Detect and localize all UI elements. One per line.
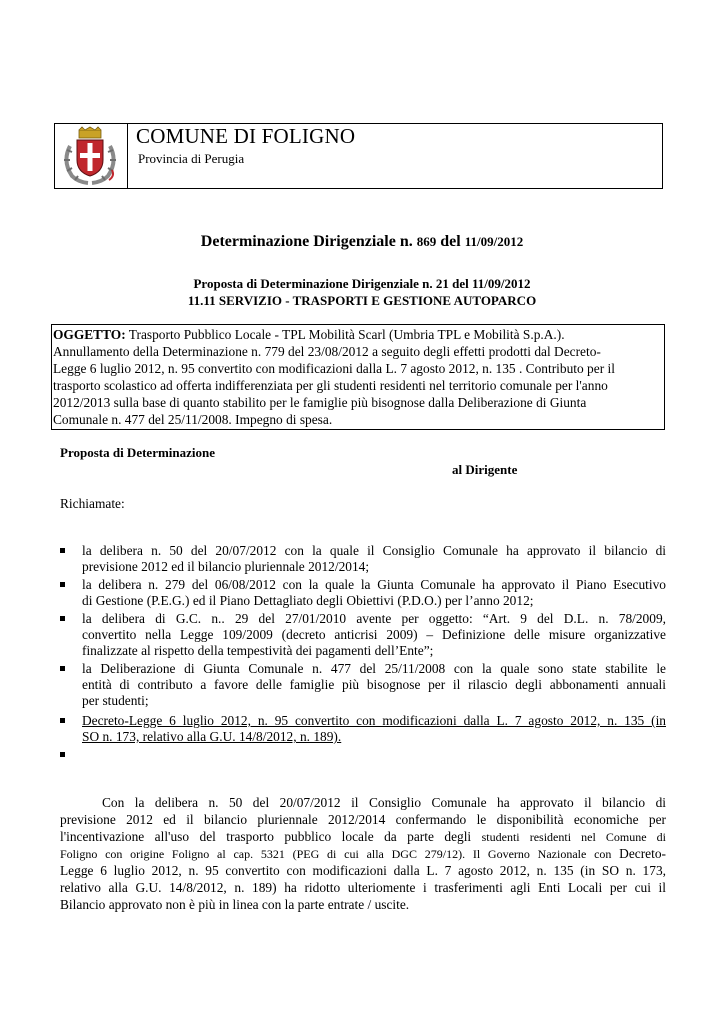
- bullet-3-line-1: la delibera di G.C. n.. 29 del 27/01/2010 avente per oggetto: “Art. 9 del D.L. n. 78/2009,: [82, 611, 666, 626]
- bullet-5-line-2: SO n. 173, relativo alla G.U. 14/8/2012, n. 189).: [82, 729, 342, 744]
- servizio-line: 11.11 SERVIZIO - TRASPORTI E GESTIONE AUTOPARCO: [187, 293, 537, 308]
- oggetto-text-1: Trasporto Pubblico Locale - TPL Mobilità Scarl (Umbria TPL e Mobilità S.p.A.).: [125, 327, 565, 342]
- oggetto-label: OGGETTO:: [53, 327, 126, 342]
- paragraph-line-2: previsione 2012 ed il bilancio pluriennale 2012/2014 confermando le disponibilità economiche per: [60, 812, 666, 827]
- coat-of-arms-icon: [60, 126, 120, 186]
- oggetto-line-5: 2012/2013 sulla base di quanto stabilito per le famiglie più bisognose dalla Deliberazione di Giunta: [53, 395, 587, 410]
- proposta-number-line: Proposta di Determinazione Dirigenziale n. 21 del 11/09/2012: [193, 276, 531, 291]
- bullet-marker: [60, 548, 65, 553]
- bullet-marker: [60, 582, 65, 587]
- paragraph-line-3a: l'incentivazione all'uso del trasporto pubblico locale da parte degli: [60, 829, 482, 844]
- paragraph-line-4b: Decreto-: [619, 846, 666, 861]
- oggetto-line-6: Comunale n. 477 del 25/11/2008. Impegno di spesa.: [53, 412, 333, 427]
- determinazione-prefix: Determinazione Dirigenziale n.: [200, 233, 413, 250]
- bullet-marker: [60, 616, 65, 621]
- paragraph-line-4a: Foligno con origine Foligno al cap. 5321 (PEG di cui alla DGC 279/12). Il Governo Nazionale con: [60, 847, 620, 861]
- bullet-2-line-2: di Gestione (P.E.G.) ed il Piano Dettagliato degli Obiettivi (P.D.O.) per l’anno 2012;: [82, 593, 534, 608]
- bullet-4-line-2: entità di contributo a favore delle famiglie più bisognose per il rilascio degli abbonamenti annuali: [82, 677, 666, 692]
- determinazione-title: [0, 233, 724, 251]
- richiamate-label: Richiamate:: [60, 496, 125, 511]
- paragraph-line-3b: studenti residenti nel Comune di: [481, 830, 666, 844]
- bullet-5-line-1: Decreto-Legge 6 luglio 2012, n. 95 convertito con modificazioni dalla L. 7 agosto 2012, n. 135 (in: [82, 713, 666, 728]
- oggetto-line-2: Annullamento della Determinazione n. 779 del 23/08/2012 a seguito degli effetti prodotti dal Decreto-: [53, 344, 601, 359]
- bullet-marker: [60, 666, 65, 671]
- header-divider: [127, 123, 128, 189]
- oggetto-line-4: trasporto scolastico ad offerta indifferenziata per gli studenti residenti nel territorio comunale per l'anno: [53, 378, 608, 393]
- bullet-1-line-2: previsione 2012 ed il bilancio pluriennale 2012/2014;: [82, 559, 370, 574]
- paragraph-line-4: [60, 846, 666, 862]
- paragraph-line-7: Bilancio approvato non è più in linea con la parte entrate / uscite.: [60, 897, 410, 912]
- oggetto-line-3: Legge 6 luglio 2012, n. 95 convertito con modificazioni dalla L. 7 agosto 2012, n. 135 . Contributo per il: [53, 361, 615, 376]
- bullet-3-line-2: convertito nella Legge 109/2009 (decreto anticrisi 2009) – Definizione delle misure organizzative: [82, 627, 666, 642]
- al-dirigente-label: al Dirigente: [452, 462, 518, 477]
- determinazione-del: del: [440, 233, 461, 250]
- paragraph-line-3: [60, 829, 666, 845]
- comune-title: COMUNE DI FOLIGNO: [136, 124, 356, 148]
- determinazione-data: 11/09/2012: [464, 234, 524, 249]
- proposta-heading: Proposta di Determinazione: [60, 445, 216, 460]
- bullet-2-line-1: la delibera n. 279 del 06/08/2012 con la quale la Giunta Comunale ha approvato il Piano Esecutivo: [82, 577, 666, 592]
- bullet-4-line-3: per studenti;: [82, 693, 149, 708]
- determinazione-numero: 869: [416, 234, 437, 249]
- paragraph-line-6: relativo alla G.U. 14/8/2012, n. 189) ha ridotto ulteriomente i trasferimenti agli Enti Locali per cui il: [60, 880, 666, 895]
- paragraph-line-1: Con la delibera n. 50 del 20/07/2012 il Consiglio Comunale ha approvato il bilancio di: [102, 795, 666, 810]
- bullet-3-line-3: finalizzate al rispetto della tempestività dei pagamenti dell’Ente”;: [82, 643, 434, 658]
- bullet-marker: [60, 718, 65, 723]
- bullet-1-line-1: la delibera n. 50 del 20/07/2012 con la quale il Consiglio Comunale ha approvato il bilancio di: [82, 543, 666, 558]
- paragraph-line-5: Legge 6 luglio 2012, n. 95 convertito con modificazioni dalla L. 7 agosto 2012, n. 135 (in SO n. 173,: [60, 863, 666, 878]
- provincia-label: Provincia di Perugia: [138, 151, 245, 166]
- bullet-marker-empty: [60, 752, 65, 757]
- oggetto-line-1: [53, 327, 565, 343]
- bullet-4-line-1: la Deliberazione di Giunta Comunale n. 477 del 25/11/2008 con la quale sono state stabilite le: [82, 661, 666, 676]
